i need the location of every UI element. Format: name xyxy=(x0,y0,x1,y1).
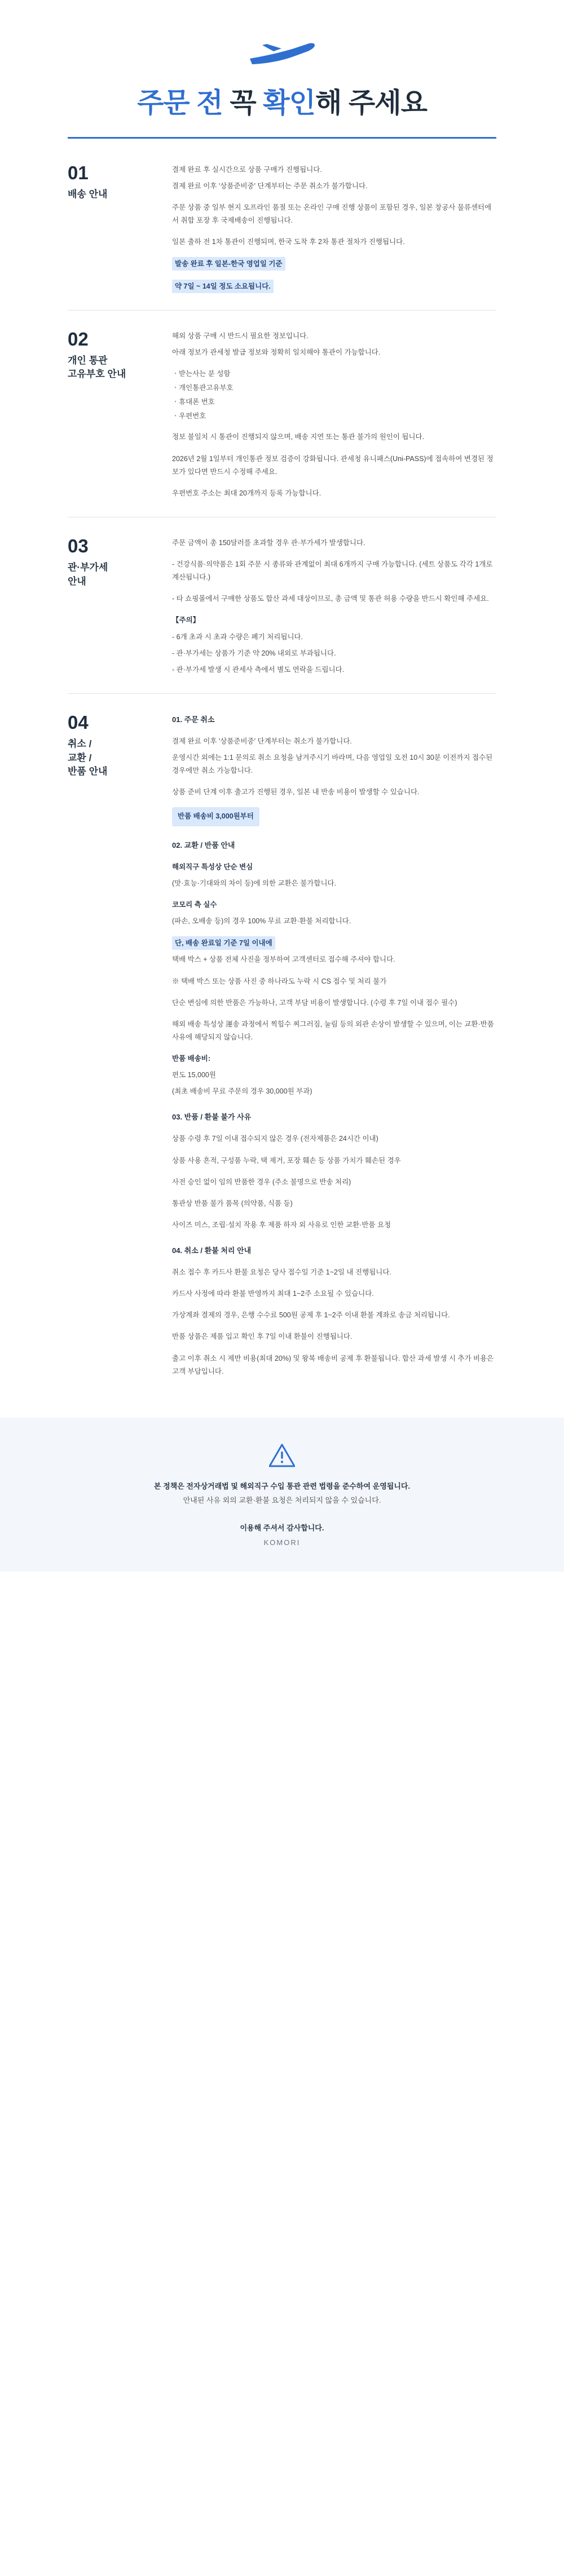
duty-text-2: - 건강식품·의약품은 1회 주문 시 종류와 관계없이 최대 6개까지 구매 가능합니다. (세트 상품도 각각 1개로 계산됩니다.) xyxy=(172,560,493,582)
section-02-body xyxy=(172,330,496,500)
page-title-part-3: 확인 xyxy=(263,88,315,118)
customs-text-1: 해외 상품 구매 시 반드시 필요한 정보입니다. xyxy=(172,331,309,340)
footer-policy-line-1: 본 정책은 전자상거래법 및 해외직구 수입 통관 관련 법령을 준수하여 운영됩니다. xyxy=(153,1481,411,1490)
section-01-number: 01 xyxy=(68,162,89,183)
return-fee-line-2: (최초 배송비 무료 주문의 경우 30,000원 부과) xyxy=(172,1087,312,1096)
footer-brand: KOMORI xyxy=(263,1538,301,1547)
exchange-group-3-head: 단, 배송 완료일 기준 7일 이내에 xyxy=(172,936,275,950)
warning-triangle-icon xyxy=(269,1444,295,1467)
duty-note-2: - 관·부가세는 상품가 기준 약 20% 내외로 부과됩니다. xyxy=(172,649,336,657)
section-03-header xyxy=(68,537,172,676)
section-04-label-line1: 취소 / xyxy=(68,738,92,749)
exchange-group-2-head: 코모리 측 실수 xyxy=(172,901,217,909)
section-customs-code xyxy=(68,311,496,517)
shipping-text-2: 결제 완료 이후 '상품준비중' 단계부터는 주문 취소가 불가합니다. xyxy=(172,182,368,190)
customs-text-5: 우편번호 주소는 최대 20개까지 등록 가능합니다. xyxy=(172,489,321,497)
exchange-group-1-head: 해외직구 특성상 단순 변심 xyxy=(172,862,253,871)
customs-text-4: 2026년 2월 1일부터 개인통관 정보 검증이 강화됩니다. 관세청 유니패스(Uni-PASS)에 접속하여 변경된 정보가 있다면 반드시 수정해 주세요. xyxy=(172,454,493,476)
refund-denied-3: 사전 승인 없이 임의 반품한 경우 (주소 불명으로 반송 처리) xyxy=(172,1178,351,1186)
order-cancel-text-2: 운영시간 외에는 1:1 문의로 취소 요청을 남겨주시기 바라며, 다음 영업일 오전 10시 30분 이전까지 접수된 경우에만 취소 가능합니다. xyxy=(172,754,493,775)
section-02-number: 02 xyxy=(68,328,89,349)
refund-process-1: 취소 접수 후 카드사 환불 요청은 당사 접수일 기준 1~2일 내 진행됩니다. xyxy=(172,1268,391,1277)
refund-denied-5: 사이즈 미스, 조립·설치 작용 후 제품 하자 외 사유로 인한 교환·반품 요청 xyxy=(172,1220,391,1229)
footer-thanks: 이용해 주셔서 감사합니다. xyxy=(240,1524,324,1533)
page-title-part-1: 주문 전 xyxy=(137,88,223,118)
subsection-order-cancel-title: 01. 주문 취소 xyxy=(172,715,215,724)
section-03-label xyxy=(68,561,163,588)
exchange-note-3: 해외 배송 특성상 運송 과정에서 찍힘수 찌그러짐, 눌림 등의 외관 손상이 발생할 수 있으며, 이는 교환·반품 사유에 해당되지 않습니다. xyxy=(172,1020,494,1041)
duty-note-title: 【주의】 xyxy=(172,616,200,625)
page-title-part-2: 꼭 xyxy=(222,88,263,118)
list-item: ㆍ 받는사는 분 성함 xyxy=(172,368,496,380)
section-04-label-line2: 교환 / xyxy=(68,752,92,763)
refund-process-5: 출고 이후 취소 시 제반 비용(최대 20%) 및 왕복 배송비 공제 후 환불됩니다. 합산 과세 발생 시 추가 비용은 고객 부담입니다. xyxy=(172,1354,494,1375)
section-04-number: 04 xyxy=(68,711,89,733)
list-item: ㆍ 개인통관고유부호 xyxy=(172,382,496,395)
section-02-label-line2: 고유부호 안내 xyxy=(68,369,126,380)
section-shipping xyxy=(68,144,496,311)
section-02-label-line1: 개인 통관 xyxy=(68,355,108,366)
shipping-text-4: 일본 출하 전 1차 통관이 진행되며, 한국 도착 후 2차 통관 절차가 진행됩니다. xyxy=(172,238,405,246)
section-03-number: 03 xyxy=(68,535,89,556)
return-fee-badge: 반품 배송비 3,000원부터 xyxy=(172,807,259,826)
section-01-header xyxy=(68,163,172,293)
section-02-header xyxy=(68,330,172,500)
refund-process-3: 가상계좌 결제의 경우, 은행 수수료 500원 공제 후 1~2주 이내 환불 계좌로 송금 처리됩니다. xyxy=(172,1311,450,1320)
refund-denied-1: 상품 수령 후 7일 이내 접수되지 않은 경우 (전자제품은 24시간 이내) xyxy=(172,1135,378,1143)
section-01-body xyxy=(172,163,496,293)
shipping-highlight-1-text: 발송 완료 후 일본-한국 영업일 기준 xyxy=(172,257,285,271)
shipping-text-1: 결제 완료 후 실시간으로 상품 구매가 진행됩니다. xyxy=(172,165,322,174)
section-04-header xyxy=(68,713,172,1378)
airplane-icon xyxy=(240,34,324,68)
section-03-label-line2: 안내 xyxy=(68,576,86,587)
section-03-label-line1: 관·부가세 xyxy=(68,561,108,573)
page-title-part-4: 해 주세요 xyxy=(315,88,427,118)
section-02-label xyxy=(68,354,163,382)
section-duty-tax xyxy=(68,517,496,694)
exchange-group-3-body: 택배 박스 + 상품 전체 사진을 정부하여 고객센터로 접수해 주셔야 합니다. xyxy=(172,955,395,964)
section-04-body xyxy=(172,713,496,1378)
section-04-label xyxy=(68,737,163,779)
shipping-text-3: 주문 상품 중 일부 현지 오프라인 품절 또는 온라인 구매 진행 상품이 포함된 경우, 일본 창공사 물류센터에서 취합 포장 후 국제배송이 진행됩니다. xyxy=(172,203,492,225)
refund-denied-2: 상품 사용 흔적, 구성품 누락, 택 제거, 포장 훼손 등 상품 가치가 훼손된 경우 xyxy=(172,1156,401,1165)
customs-required-list xyxy=(172,368,496,423)
exchange-note-1: ※ 택배 박스 또는 상품 사진 중 하나라도 누락 시 CS 접수 및 처리 불가 xyxy=(172,977,387,985)
return-fee-line-1: 편도 15,000원 xyxy=(172,1071,216,1079)
hero-header xyxy=(0,0,564,139)
customs-text-3: 정보 불일치 시 통관이 진행되지 않으며, 배송 지연 또는 통관 불가의 원인이 됩니다. xyxy=(172,433,425,441)
subsection-refund-process-title: 04. 취소 / 환불 처리 안내 xyxy=(172,1246,252,1255)
exchange-group-1-body: (맛·효능·기대와의 차이 등)에 의한 교환은 불가합니다. xyxy=(172,879,337,887)
footer xyxy=(0,1418,564,1572)
section-01-label: 배송 안내 xyxy=(68,188,108,200)
order-cancel-text-3: 상품 준비 단계 이후 출고가 진행된 경우, 일본 내 반송 비용이 발생할 수 있습니다. xyxy=(172,788,420,796)
exchange-group-3-head-wrap xyxy=(172,936,496,950)
section-04-label-line3: 반품 안내 xyxy=(68,766,108,777)
duty-text-3: - 타 쇼핑몰에서 구매한 상품도 합산 과세 대상이므로, 총 금액 및 통관 허용 수량을 반드시 확인해 주세요. xyxy=(172,595,489,603)
shipping-highlight-1 xyxy=(172,257,496,271)
subsection-exchange-return-title: 02. 교환 / 반품 안내 xyxy=(172,840,235,849)
customs-text-2: 아래 정보가 관세청 발급 정보와 정확히 일치해야 통관이 가능합니다. xyxy=(172,348,381,356)
page-title xyxy=(0,87,564,120)
return-fee-title: 반품 배송비: xyxy=(172,1055,211,1063)
duty-note-1: - 6개 초과 시 초과 수량은 폐기 처리됩니다. xyxy=(172,632,303,641)
footer-policy-line-2: 안내된 사유 외의 교환·환불 요청은 처리되지 않을 수 있습니다. xyxy=(183,1495,381,1504)
duty-note-3: - 관·부가세 발생 시 관세사 측에서 별도 연락을 드립니다. xyxy=(172,665,345,674)
subsection-refund-denied-title: 03. 반품 / 환불 불가 사유 xyxy=(172,1113,252,1122)
refund-denied-4: 통관상 반품 불가 품목 (의약품, 식품 등) xyxy=(172,1199,293,1207)
section-03-body xyxy=(172,537,496,676)
return-fee-badge-wrap xyxy=(172,807,496,826)
shipping-highlight-2 xyxy=(172,280,496,293)
list-item: ㆍ 휴대폰 번호 xyxy=(172,396,496,409)
shipping-highlight-2-text: 약 7일 ~ 14일 정도 소요됩니다. xyxy=(172,280,274,293)
duty-text-1: 주문 금액이 총 150달러를 초과할 경우 관·부가세가 발생합니다. xyxy=(172,538,365,547)
exchange-note-2: 단순 변심에 의한 반품은 가능하나, 고객 부담 비용이 발생합니다. (수령 후 7일 이내 접수 필수) xyxy=(172,998,457,1007)
order-cancel-text-1: 결제 완료 이후 '상품준비중' 단계부터는 취소가 불가합니다. xyxy=(172,737,352,745)
exchange-group-2-body: (파손, 오배송 등)의 경우 100% 무료 교환·환불 처리합니다. xyxy=(172,917,351,926)
content-area xyxy=(68,139,496,1395)
section-cancel-exchange-return xyxy=(68,694,496,1395)
refund-process-4: 반품 상품은 제품 입고 확인 후 7일 이내 환불이 진행됩니다. xyxy=(172,1333,352,1341)
refund-process-2: 카드사 사정에 따라 환불 반영까지 최대 1~2주 소요될 수 있습니다. xyxy=(172,1290,374,1298)
list-item: ㆍ 우편번호 xyxy=(172,410,496,423)
